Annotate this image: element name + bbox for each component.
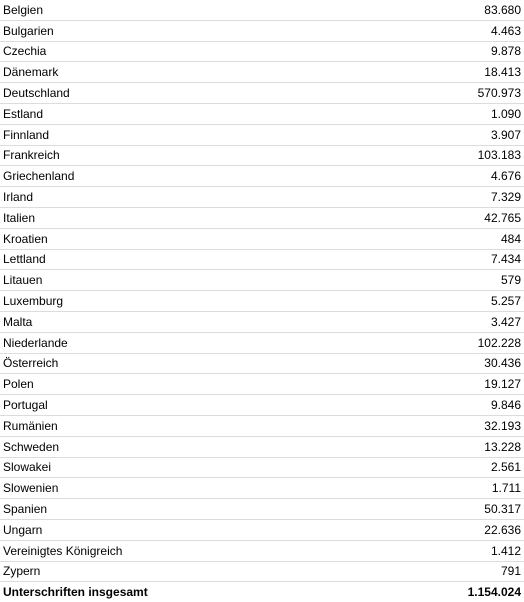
country-name: Österreich (0, 353, 300, 374)
signature-count: 30.436 (300, 353, 524, 374)
signature-count: 102.228 (300, 332, 524, 353)
country-name: Malta (0, 311, 300, 332)
signature-count: 7.434 (300, 249, 524, 270)
signature-count: 579 (300, 270, 524, 291)
table-row (0, 270, 524, 291)
country-name: Vereinigtes Königreich (0, 540, 300, 561)
country-name: Spanien (0, 499, 300, 520)
table-row (0, 20, 524, 41)
country-name: Deutschland (0, 83, 300, 104)
table-row (0, 540, 524, 561)
signature-count: 484 (300, 228, 524, 249)
country-name: Italien (0, 207, 300, 228)
table-row (0, 457, 524, 478)
country-name: Kroatien (0, 228, 300, 249)
total-row (0, 582, 524, 602)
signature-count: 1.711 (300, 478, 524, 499)
signature-count: 9.846 (300, 395, 524, 416)
table-row (0, 0, 524, 20)
table-row (0, 41, 524, 62)
table-row (0, 166, 524, 187)
country-name: Litauen (0, 270, 300, 291)
country-name: Ungarn (0, 519, 300, 540)
table-row (0, 103, 524, 124)
country-name: Polen (0, 374, 300, 395)
country-name: Niederlande (0, 332, 300, 353)
table-row (0, 249, 524, 270)
signature-count: 42.765 (300, 207, 524, 228)
signature-count: 1.090 (300, 103, 524, 124)
country-name: Griechenland (0, 166, 300, 187)
table-row (0, 561, 524, 582)
country-name: Irland (0, 187, 300, 208)
table-row (0, 311, 524, 332)
signature-count: 22.636 (300, 519, 524, 540)
table-row (0, 207, 524, 228)
table-row (0, 187, 524, 208)
table-row (0, 291, 524, 312)
signature-count: 13.228 (300, 436, 524, 457)
signature-count: 50.317 (300, 499, 524, 520)
country-name: Slowakei (0, 457, 300, 478)
signature-count: 32.193 (300, 415, 524, 436)
signature-count: 3.427 (300, 311, 524, 332)
table-row (0, 415, 524, 436)
table-row (0, 478, 524, 499)
table-row (0, 62, 524, 83)
signature-count: 83.680 (300, 0, 524, 20)
signature-count: 103.183 (300, 145, 524, 166)
table-row (0, 353, 524, 374)
signature-count: 791 (300, 561, 524, 582)
country-name: Estland (0, 103, 300, 124)
table-row (0, 395, 524, 416)
signature-count: 18.413 (300, 62, 524, 83)
table-row (0, 124, 524, 145)
total-label: Unterschriften insgesamt (3, 585, 148, 600)
signature-count: 570.973 (300, 83, 524, 104)
table-row (0, 228, 524, 249)
country-name: Rumänien (0, 415, 300, 436)
country-name: Slowenien (0, 478, 300, 499)
country-name: Czechia (0, 41, 300, 62)
table-row (0, 499, 524, 520)
table-row (0, 436, 524, 457)
signature-count: 19.127 (300, 374, 524, 395)
table-row (0, 83, 524, 104)
country-name: Bulgarien (0, 20, 300, 41)
country-name: Lettland (0, 249, 300, 270)
table-row (0, 519, 524, 540)
signature-count: 4.676 (300, 166, 524, 187)
country-name: Frankreich (0, 145, 300, 166)
country-name: Schweden (0, 436, 300, 457)
table-row (0, 332, 524, 353)
total-signature-count: 1.154.024 (467, 585, 521, 600)
signature-count: 9.878 (300, 41, 524, 62)
signature-count: 2.561 (300, 457, 524, 478)
signature-count: 7.329 (300, 187, 524, 208)
signature-count: 4.463 (300, 20, 524, 41)
table-row (0, 145, 524, 166)
country-name: Finnland (0, 124, 300, 145)
country-name: Belgien (0, 0, 300, 20)
signature-count: 3.907 (300, 124, 524, 145)
country-name: Portugal (0, 395, 300, 416)
country-name: Dänemark (0, 62, 300, 83)
signature-count: 1.412 (300, 540, 524, 561)
table-row (0, 374, 524, 395)
country-name: Luxemburg (0, 291, 300, 312)
signature-count: 5.257 (300, 291, 524, 312)
country-name: Zypern (0, 561, 300, 582)
